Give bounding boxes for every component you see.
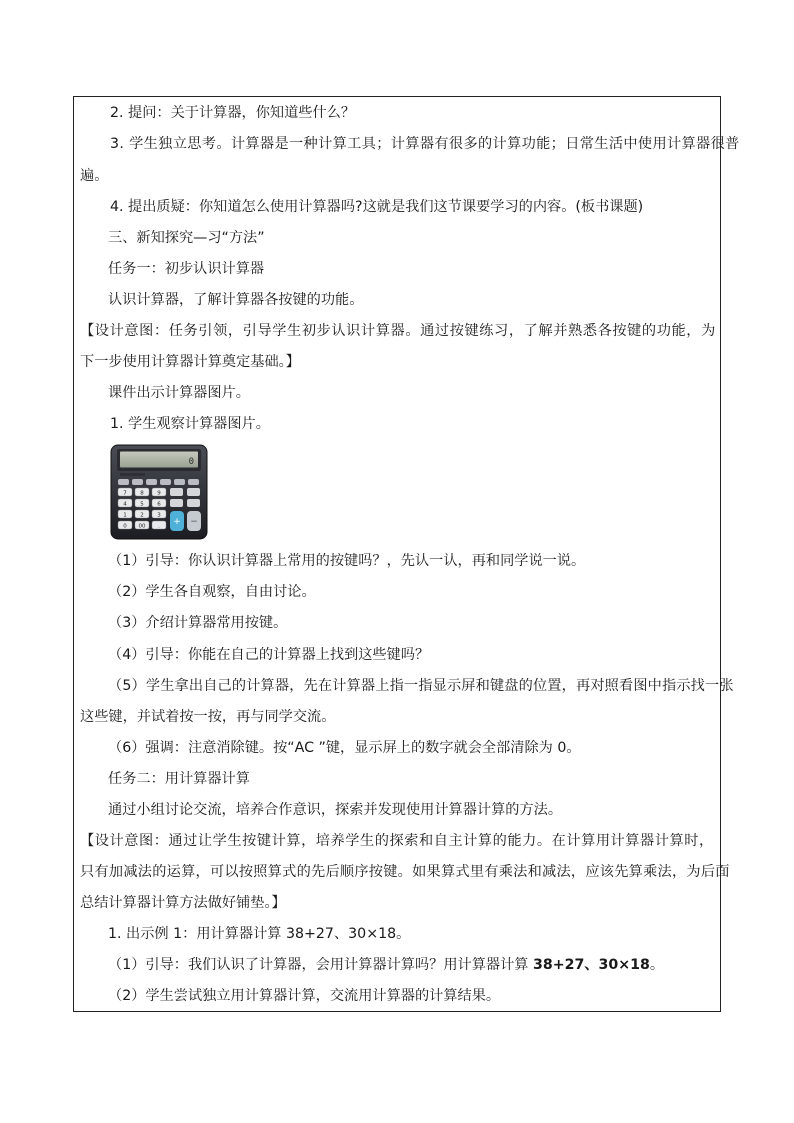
number-key-label: 2 (140, 512, 144, 519)
number-key-label: 9 (157, 490, 161, 497)
text-line-20: 通过小组讨论交流，培养合作意识，探索并发现使用计算器计算的方法。 (108, 802, 563, 818)
number-key-label: 7 (123, 490, 127, 497)
function-key (132, 479, 143, 485)
number-key-label: 4 (123, 501, 127, 508)
function-key (174, 479, 185, 485)
operator-key (187, 488, 200, 496)
text-line-17: 这些键，并试着按一按，再与同学交流。 (80, 709, 336, 725)
text-line-3: 遍。 (80, 168, 109, 184)
text-line-15: （4）引导：你能在自己的计算器上找到这些键吗？ (108, 647, 430, 663)
guide-text: （1）引导：我们认识了计算器，会用计算器计算吗？用计算器计算 (108, 957, 533, 973)
calculator-display-digit: 0 (188, 457, 194, 467)
number-key-label: 6 (157, 501, 161, 508)
design-intent-2b: 只有加减法的运算，可以按照算式的先后顺序按键。如果算式里有乘法和减法，应该先算乘法，为后面 (80, 864, 730, 880)
function-key (188, 479, 199, 485)
design-intent-1b: 下一步使用计算器计算奠定基础。】 (80, 354, 300, 370)
calculator-image (110, 443, 208, 540)
number-key-label: 1 (123, 512, 127, 519)
text-line-2: 3. 学生独立思考。计算器是一种计算工具；计算器有很多的计算功能；日常生活中使用计算器很普 (110, 136, 740, 152)
operator-key (187, 499, 200, 507)
text-line-4: 4. 提出质疑：你知道怎么使用计算器吗?这就是我们这节课要学习的内容。(板书课题) (110, 199, 644, 215)
section-heading: 三、新知探究—习“方法” (108, 230, 265, 246)
text-line-16: （5）学生拿出自己的计算器，先在计算器上指一指显示屏和键盘的位置，再对照看图中指示找一张 (108, 678, 734, 694)
text-line-11: 1. 学生观察计算器图片。 (110, 416, 270, 432)
function-key (146, 479, 157, 485)
text-line-1: 2. 提问：关于计算器，你知道些什么？ (110, 105, 356, 121)
operator-key (170, 488, 183, 496)
number-key-label: 8 (140, 490, 144, 497)
task-two-heading: 任务二：用计算器计算 (108, 771, 250, 787)
minus-key-label: − (190, 517, 198, 527)
text-line-26: （2）学生尝试独立用计算器计算，交流用计算器的计算结果。 (108, 988, 501, 1004)
text-line-12: （1）引导：你认识计算器上常用的按键吗？，先认一认，再和同学说一说。 (108, 553, 586, 569)
text-line-13: （2）学生各自观察，自由讨论。 (108, 584, 316, 600)
example-1: 1. 出示例 1：用计算器计算 38+27、30×18。 (108, 926, 411, 942)
function-key (160, 479, 171, 485)
number-key-label: 5 (140, 501, 144, 508)
design-intent-2c: 总结计算器计算方法做好铺垫。】 (80, 895, 286, 911)
operator-key (170, 499, 183, 507)
text-line-18: （6）强调：注意消除键。按“AC ”键，显示屏上的数字就会全部清除为 0。 (108, 740, 581, 756)
task-one-heading: 任务一：初步认识计算器 (108, 261, 265, 277)
number-key-label: 0 (123, 523, 127, 530)
number-key-label: 3 (157, 512, 161, 519)
text-line-14: （3）介绍计算器常用按键。 (108, 615, 288, 631)
text-line-7: 认识计算器，了解计算器各按键的功能。 (108, 292, 364, 308)
plus-key-label: + (173, 517, 181, 527)
number-key-label: . (158, 523, 160, 530)
number-key-label: 00 (138, 523, 146, 530)
function-key (118, 479, 129, 485)
design-intent-2a: 【设计意图：通过让学生按键计算，培养学生的探索和自主计算的能力。在计算用计算器计算时， (80, 833, 714, 849)
design-intent-1a: 【设计意图：任务引领，引导学生初步认识计算器。通过按键练习，了解并熟悉各按键的功能，为 (80, 323, 716, 339)
guide-suffix: 。 (649, 957, 665, 973)
text-line-25 (108, 955, 664, 975)
guide-expression: 38+27、30×18 (532, 957, 650, 973)
text-line-10: 课件出示计算器图片。 (108, 385, 250, 401)
